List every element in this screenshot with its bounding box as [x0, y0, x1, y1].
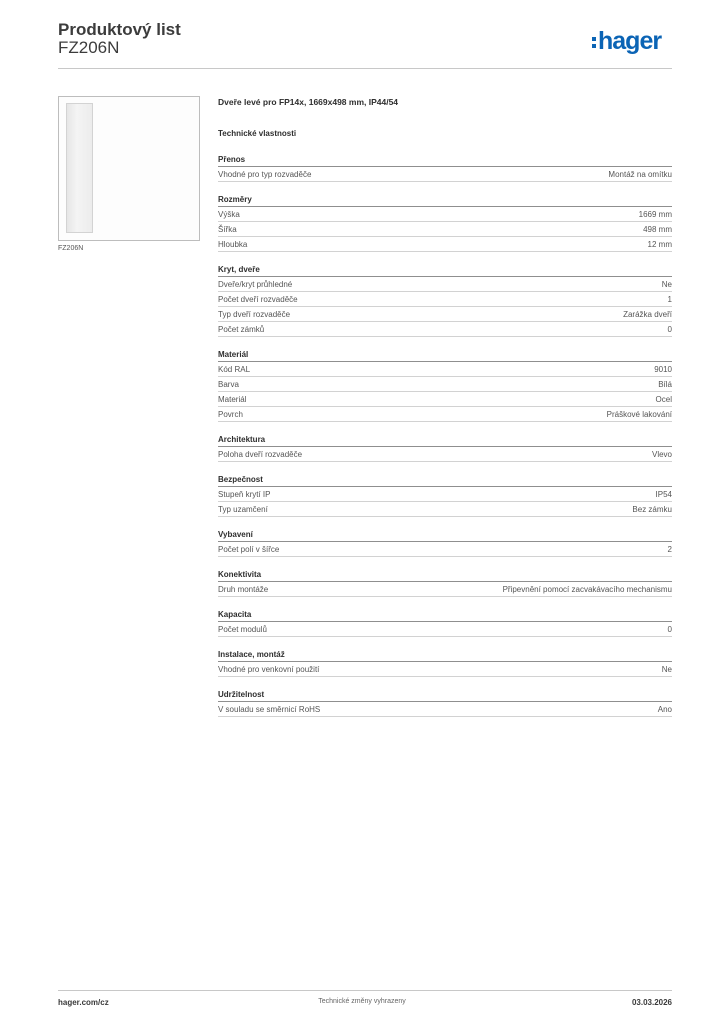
- spec-value: 1669 mm: [638, 209, 672, 219]
- section-title: Kryt, dveře: [218, 264, 672, 277]
- header-divider: [58, 68, 672, 69]
- spec-row: [218, 307, 672, 322]
- hager-logo: [592, 28, 661, 54]
- spec-row: [218, 222, 672, 237]
- tech-properties-heading: Technické vlastnosti: [218, 129, 297, 138]
- section-title: Konektivita: [218, 569, 672, 582]
- spec-label: Počet dveří rozvaděče: [218, 294, 298, 304]
- page-title: Produktový list: [58, 20, 181, 39]
- spec-label: Hloubka: [218, 239, 248, 249]
- spec-row: [218, 407, 672, 422]
- spec-label: Šířka: [218, 224, 237, 234]
- spec-label: Vhodné pro venkovní použití: [218, 664, 320, 674]
- section-title: Materiál: [218, 349, 672, 362]
- spec-value: IP54: [655, 489, 672, 499]
- spec-value: 2: [667, 544, 672, 554]
- spec-label: Počet polí v šířce: [218, 544, 280, 554]
- footer-website: hager.com/cz: [58, 998, 109, 1007]
- product-code: FZ206N: [58, 38, 120, 57]
- footer-divider: [58, 990, 672, 991]
- spec-row: [218, 542, 672, 557]
- spec-content: [218, 96, 672, 717]
- product-description: Dveře levé pro FP14x, 1669x498 mm, IP44/54: [218, 97, 399, 107]
- spec-value: Zarážka dveří: [623, 309, 672, 319]
- spec-value: 1: [667, 294, 672, 304]
- section-title: Architektura: [218, 434, 672, 447]
- spec-label: Poloha dveří rozvaděče: [218, 449, 303, 459]
- spec-section: [218, 264, 672, 337]
- spec-value: 0: [667, 624, 672, 634]
- spec-value: Vlevo: [651, 449, 672, 459]
- spec-value: Bez zámku: [632, 504, 672, 514]
- spec-label: Povrch: [218, 409, 243, 419]
- spec-label: Druh montáže: [218, 584, 269, 594]
- spec-section: [218, 434, 672, 462]
- spec-sections: [218, 154, 672, 717]
- spec-row: [218, 277, 672, 292]
- product-image: [58, 96, 200, 241]
- spec-value: 498 mm: [643, 224, 672, 234]
- spec-label: Vhodné pro typ rozvaděče: [218, 169, 312, 179]
- image-caption: FZ206N: [58, 245, 84, 252]
- spec-label: Typ uzamčení: [218, 504, 268, 514]
- section-title: Udržitelnost: [218, 689, 672, 702]
- spec-value: Montáž na omítku: [608, 169, 672, 179]
- spec-value: Ne: [661, 664, 672, 674]
- footer-notice: Technické změny vyhrazeny: [318, 998, 406, 1005]
- spec-value: 0: [667, 324, 672, 334]
- spec-row: [218, 622, 672, 637]
- spec-label: V souladu se směrnicí RoHS: [218, 704, 321, 714]
- spec-row: [218, 582, 672, 597]
- spec-row: [218, 207, 672, 222]
- spec-row: [218, 662, 672, 677]
- spec-label: Kód RAL: [218, 364, 251, 374]
- spec-section: [218, 569, 672, 597]
- spec-label: Stupeň krytí IP: [218, 489, 271, 499]
- spec-label: Typ dveří rozvaděče: [218, 309, 291, 319]
- spec-label: Materiál: [218, 394, 247, 404]
- spec-section: [218, 349, 672, 422]
- logo-text: hager: [598, 27, 662, 55]
- spec-section: [218, 194, 672, 252]
- spec-section: [218, 689, 672, 717]
- spec-row: [218, 702, 672, 717]
- spec-label: Barva: [218, 379, 239, 389]
- door-panel-graphic: [66, 103, 93, 233]
- spec-row: [218, 447, 672, 462]
- spec-label: Dveře/kryt průhledné: [218, 279, 293, 289]
- spec-value: 9010: [654, 364, 672, 374]
- spec-row: [218, 167, 672, 182]
- spec-value: Ocel: [655, 394, 672, 404]
- spec-row: [218, 362, 672, 377]
- spec-row: [218, 237, 672, 252]
- spec-value: 12 mm: [647, 239, 672, 249]
- spec-label: Počet zámků: [218, 324, 265, 334]
- spec-row: [218, 377, 672, 392]
- spec-row: [218, 292, 672, 307]
- spec-value: Bílá: [658, 379, 672, 389]
- logo-dots-icon: [592, 37, 596, 48]
- section-title: Vybavení: [218, 529, 672, 542]
- spec-section: [218, 474, 672, 517]
- section-title: Rozměry: [218, 194, 672, 207]
- spec-value: Připevnění pomocí zacvakávacího mechanismu: [502, 584, 672, 594]
- spec-section: [218, 154, 672, 182]
- spec-value: Ne: [661, 279, 672, 289]
- spec-section: [218, 529, 672, 557]
- spec-section: [218, 649, 672, 677]
- spec-row: [218, 502, 672, 517]
- spec-row: [218, 322, 672, 337]
- spec-label: Výška: [218, 209, 240, 219]
- section-title: Kapacita: [218, 609, 672, 622]
- spec-section: [218, 609, 672, 637]
- spec-label: Počet modulů: [218, 624, 267, 634]
- spec-value: Ano: [657, 704, 672, 714]
- section-title: Bezpečnost: [218, 474, 672, 487]
- spec-row: [218, 392, 672, 407]
- section-title: Instalace, montáž: [218, 649, 672, 662]
- footer-date: 03.03.2026: [631, 998, 672, 1007]
- spec-value: Práškové lakování: [606, 409, 672, 419]
- section-title: Přenos: [218, 154, 672, 167]
- spec-row: [218, 487, 672, 502]
